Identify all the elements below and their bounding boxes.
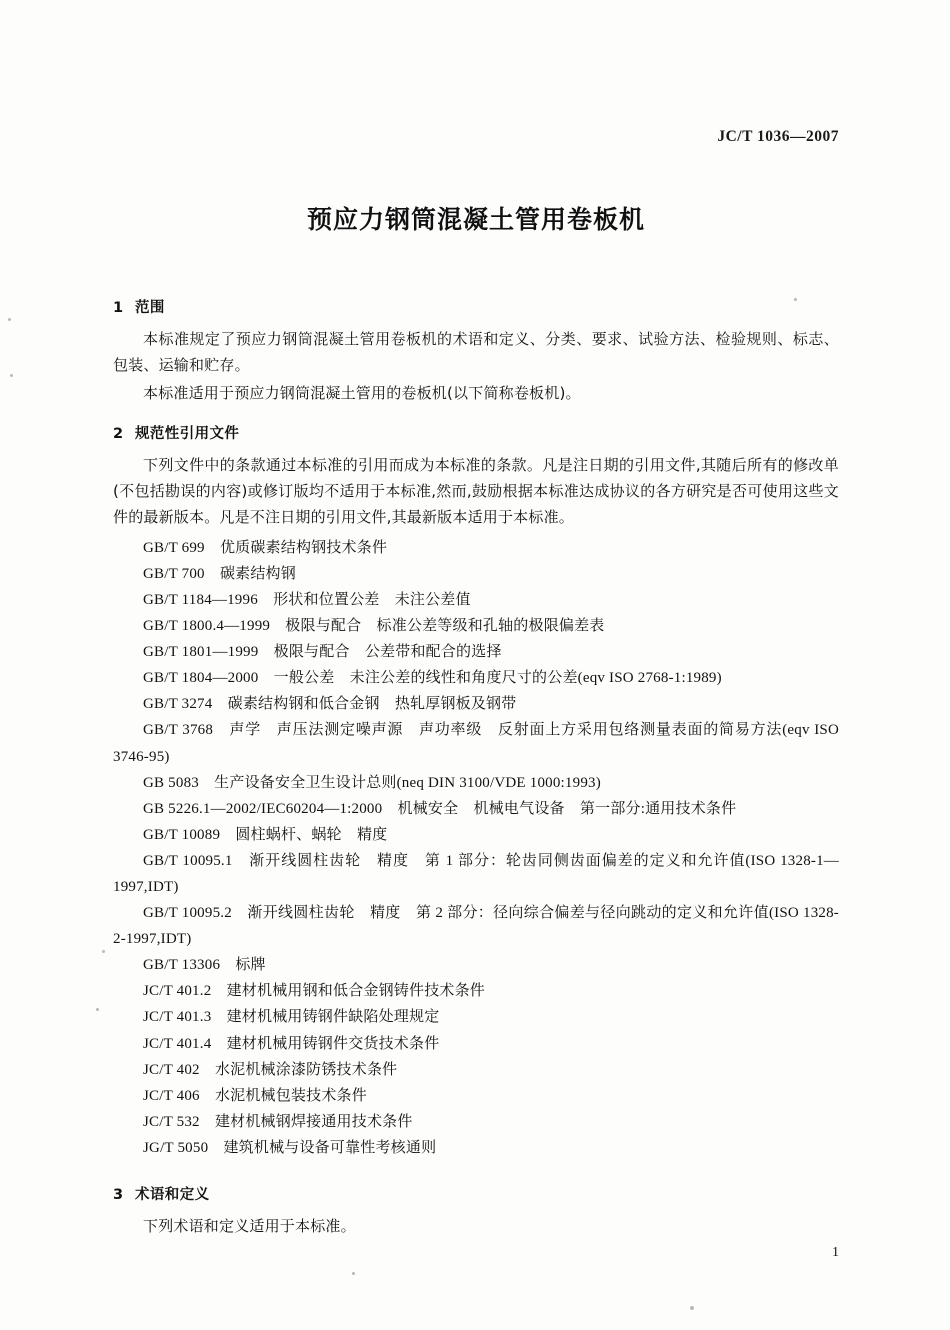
section-number-3: 3 [113, 1187, 124, 1204]
scan-speck [96, 1008, 99, 1011]
list-item: GB/T 1800.4—1999 极限与配合 标准公差等级和孔轴的极限偏差表 [143, 618, 605, 635]
list-item: GB/T 10089 圆柱蜗杆、蜗轮 精度 [143, 826, 388, 843]
scan-speck [102, 950, 105, 953]
section-heading-2 [113, 422, 839, 443]
section-number-1: 1 [113, 300, 124, 316]
list-item: GB/T 10095.1 渐开线圆柱齿轮 精度 第 1 部分：轮齿同侧齿面偏差的定义和允许值(ISO 1328-1—1997,IDT) [113, 852, 839, 895]
section-heading-3 [113, 1183, 839, 1204]
list-item: GB/T 699 优质碳素结构钢技术条件 [143, 539, 388, 556]
list-item: JC/T 402 水泥机械涂漆防锈技术条件 [143, 1061, 398, 1078]
scan-speck [8, 318, 11, 321]
list-item: JC/T 401.3 建材机械用铸钢件缺陷处理规定 [143, 1009, 440, 1026]
standard-code-header: JC/T 1036—2007 [717, 128, 839, 145]
section-heading-1 [113, 296, 839, 317]
list-item: GB/T 10095.2 渐开线圆柱齿轮 精度 第 2 部分：径向综合偏差与径向跳动的定义和允许值(ISO 1328-2-1997,IDT) [113, 905, 839, 948]
list-item: JC/T 401.2 建材机械用钢和低合金钢铸件技术条件 [143, 983, 486, 1000]
section-1-paragraph-1: 本标准规定了预应力钢筒混凝土管用卷板机的术语和定义、分类、要求、试验方法、检验规则、标志、包装、运输和贮存。 [113, 330, 839, 374]
list-item: GB/T 700 碳素结构钢 [143, 565, 296, 582]
list-item: JC/T 532 建材机械钢焊接通用技术条件 [143, 1113, 413, 1130]
section-title-1: 范围 [135, 300, 165, 316]
list-item: GB/T 1184—1996 形状和位置公差 未注公差值 [143, 591, 471, 608]
normative-references-list [113, 535, 839, 1161]
page-content [113, 0, 839, 1330]
list-item: GB/T 1804—2000 一般公差 未注公差的线性和角度尺寸的公差(eqv ISO 2768-1:1989) [143, 670, 722, 687]
section-title-3: 术语和定义 [135, 1187, 210, 1204]
section-1-paragraph-2: 本标准适用于预应力钢筒混凝土管用的卷板机(以下简称卷板机)。 [143, 383, 581, 402]
page-title: 预应力钢筒混凝土管用卷板机 [306, 205, 645, 234]
page-number: 1 [832, 1245, 839, 1260]
list-item: GB/T 13306 标牌 [143, 957, 266, 974]
section-number-2: 2 [113, 426, 124, 443]
list-item: GB/T 1801—1999 极限与配合 公差带和配合的选择 [143, 644, 502, 661]
list-item: JC/T 401.4 建材机械用铸钢件交货技术条件 [143, 1035, 440, 1052]
list-item: GB 5226.1—2002/IEC60204—1:2000 机械安全 机械电气设备 第一部分:通用技术条件 [143, 800, 737, 817]
section-2-paragraph-1: 下列文件中的条款通过本标准的引用而成为本标准的条款。凡是注日期的引用文件,其随后所有的修改单(不包括勘误的内容)或修订版均不适用于本标准,然而,鼓励根据本标准达成协议的各方研究是否可使用这些文件的最新版本。凡是不注日期的引用文件,其最新版本适用于本标准。 [113, 456, 839, 526]
section-title-2: 规范性引用文件 [135, 426, 240, 443]
document-body [113, 280, 839, 1242]
scan-speck [10, 374, 13, 377]
list-item: JG/T 5050 建筑机械与设备可靠性考核通则 [143, 1139, 437, 1156]
list-item: JC/T 406 水泥机械包装技术条件 [143, 1087, 367, 1104]
section-3-paragraph-1: 下列术语和定义适用于本标准。 [143, 1217, 356, 1236]
list-item: GB/T 3274 碳素结构钢和低合金钢 热轧厚钢板及钢带 [143, 696, 517, 713]
list-item: GB/T 3768 声学 声压法测定噪声源 声功率级 反射面上方采用包络测量表面的简易方法(eqv ISO 3746-95) [113, 722, 839, 765]
list-item: GB 5083 生产设备安全卫生设计总则(neq DIN 3100/VDE 1000:1993) [143, 774, 601, 791]
